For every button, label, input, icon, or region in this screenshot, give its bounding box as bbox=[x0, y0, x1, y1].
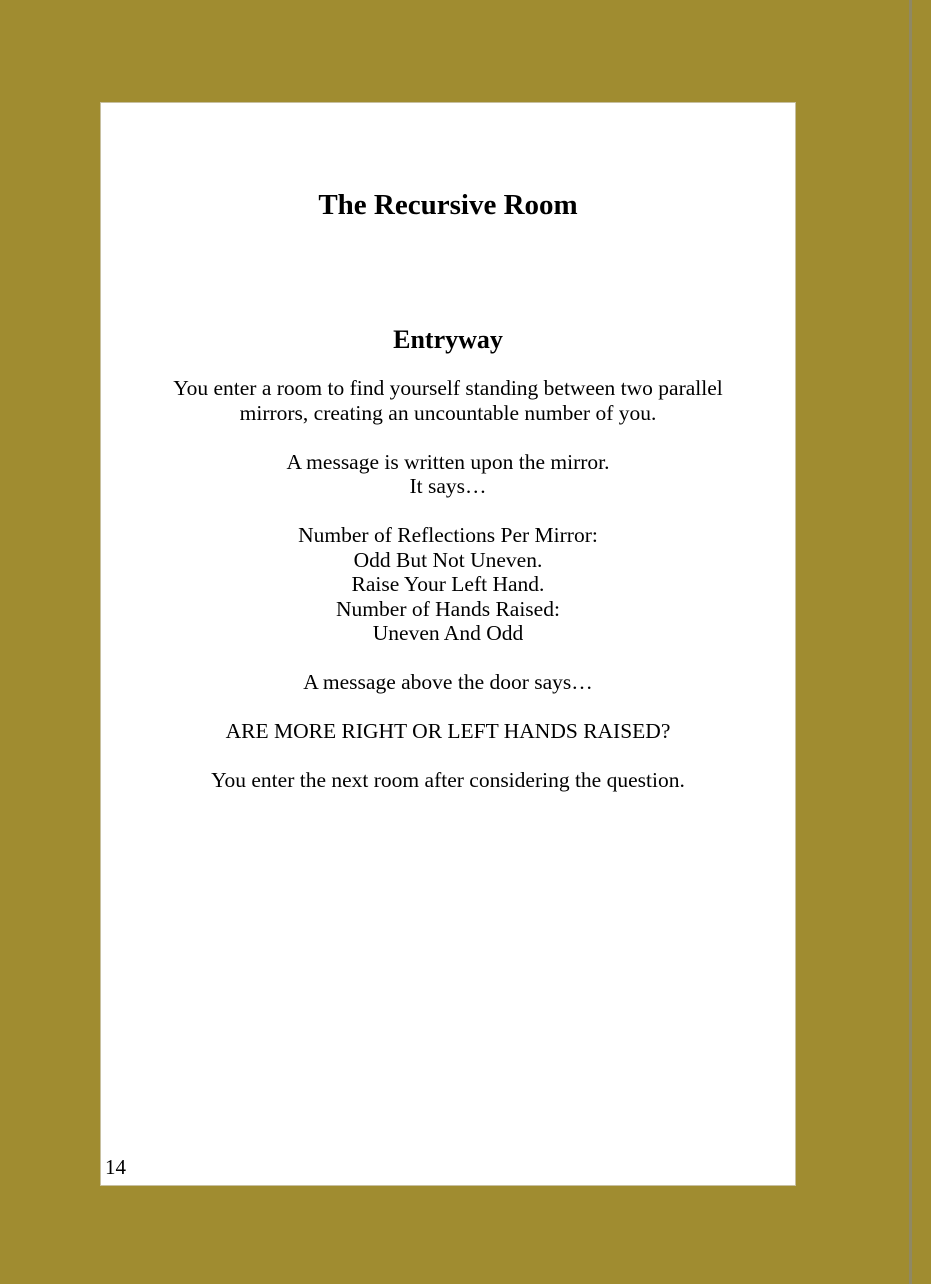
paragraph-inscription bbox=[121, 523, 775, 646]
paragraph-mirror-message bbox=[121, 450, 775, 499]
text-line: mirrors, creating an uncountable number of you. bbox=[239, 400, 657, 425]
text-line: You enter a room to find yourself standing between two parallel bbox=[173, 376, 723, 400]
text-line: A message is written upon the mirror. bbox=[286, 449, 610, 474]
text-line: Number of Hands Raised: bbox=[336, 596, 560, 621]
text-line: Uneven And Odd bbox=[372, 621, 524, 645]
page-number: 14 bbox=[105, 1155, 126, 1179]
body-text bbox=[121, 376, 775, 817]
section-title: Entryway bbox=[393, 325, 503, 354]
document-page bbox=[101, 103, 795, 1185]
paragraph-door-message bbox=[121, 670, 775, 695]
text-line: ARE MORE RIGHT OR LEFT HANDS RAISED? bbox=[225, 719, 671, 743]
scrollbar-track[interactable] bbox=[912, 0, 931, 1284]
paragraph-question bbox=[121, 719, 775, 744]
text-line: A message above the door says… bbox=[303, 670, 593, 694]
text-line: It says… bbox=[409, 474, 487, 498]
paragraph-intro bbox=[121, 376, 775, 425]
text-line: Raise Your Left Hand. bbox=[351, 572, 545, 596]
page-title: The Recursive Room bbox=[318, 189, 578, 221]
paragraph-exit bbox=[121, 768, 775, 793]
text-line: Odd But Not Uneven. bbox=[353, 547, 543, 572]
text-line: You enter the next room after considering the question. bbox=[211, 768, 685, 792]
text-line: Number of Reflections Per Mirror: bbox=[298, 523, 598, 547]
